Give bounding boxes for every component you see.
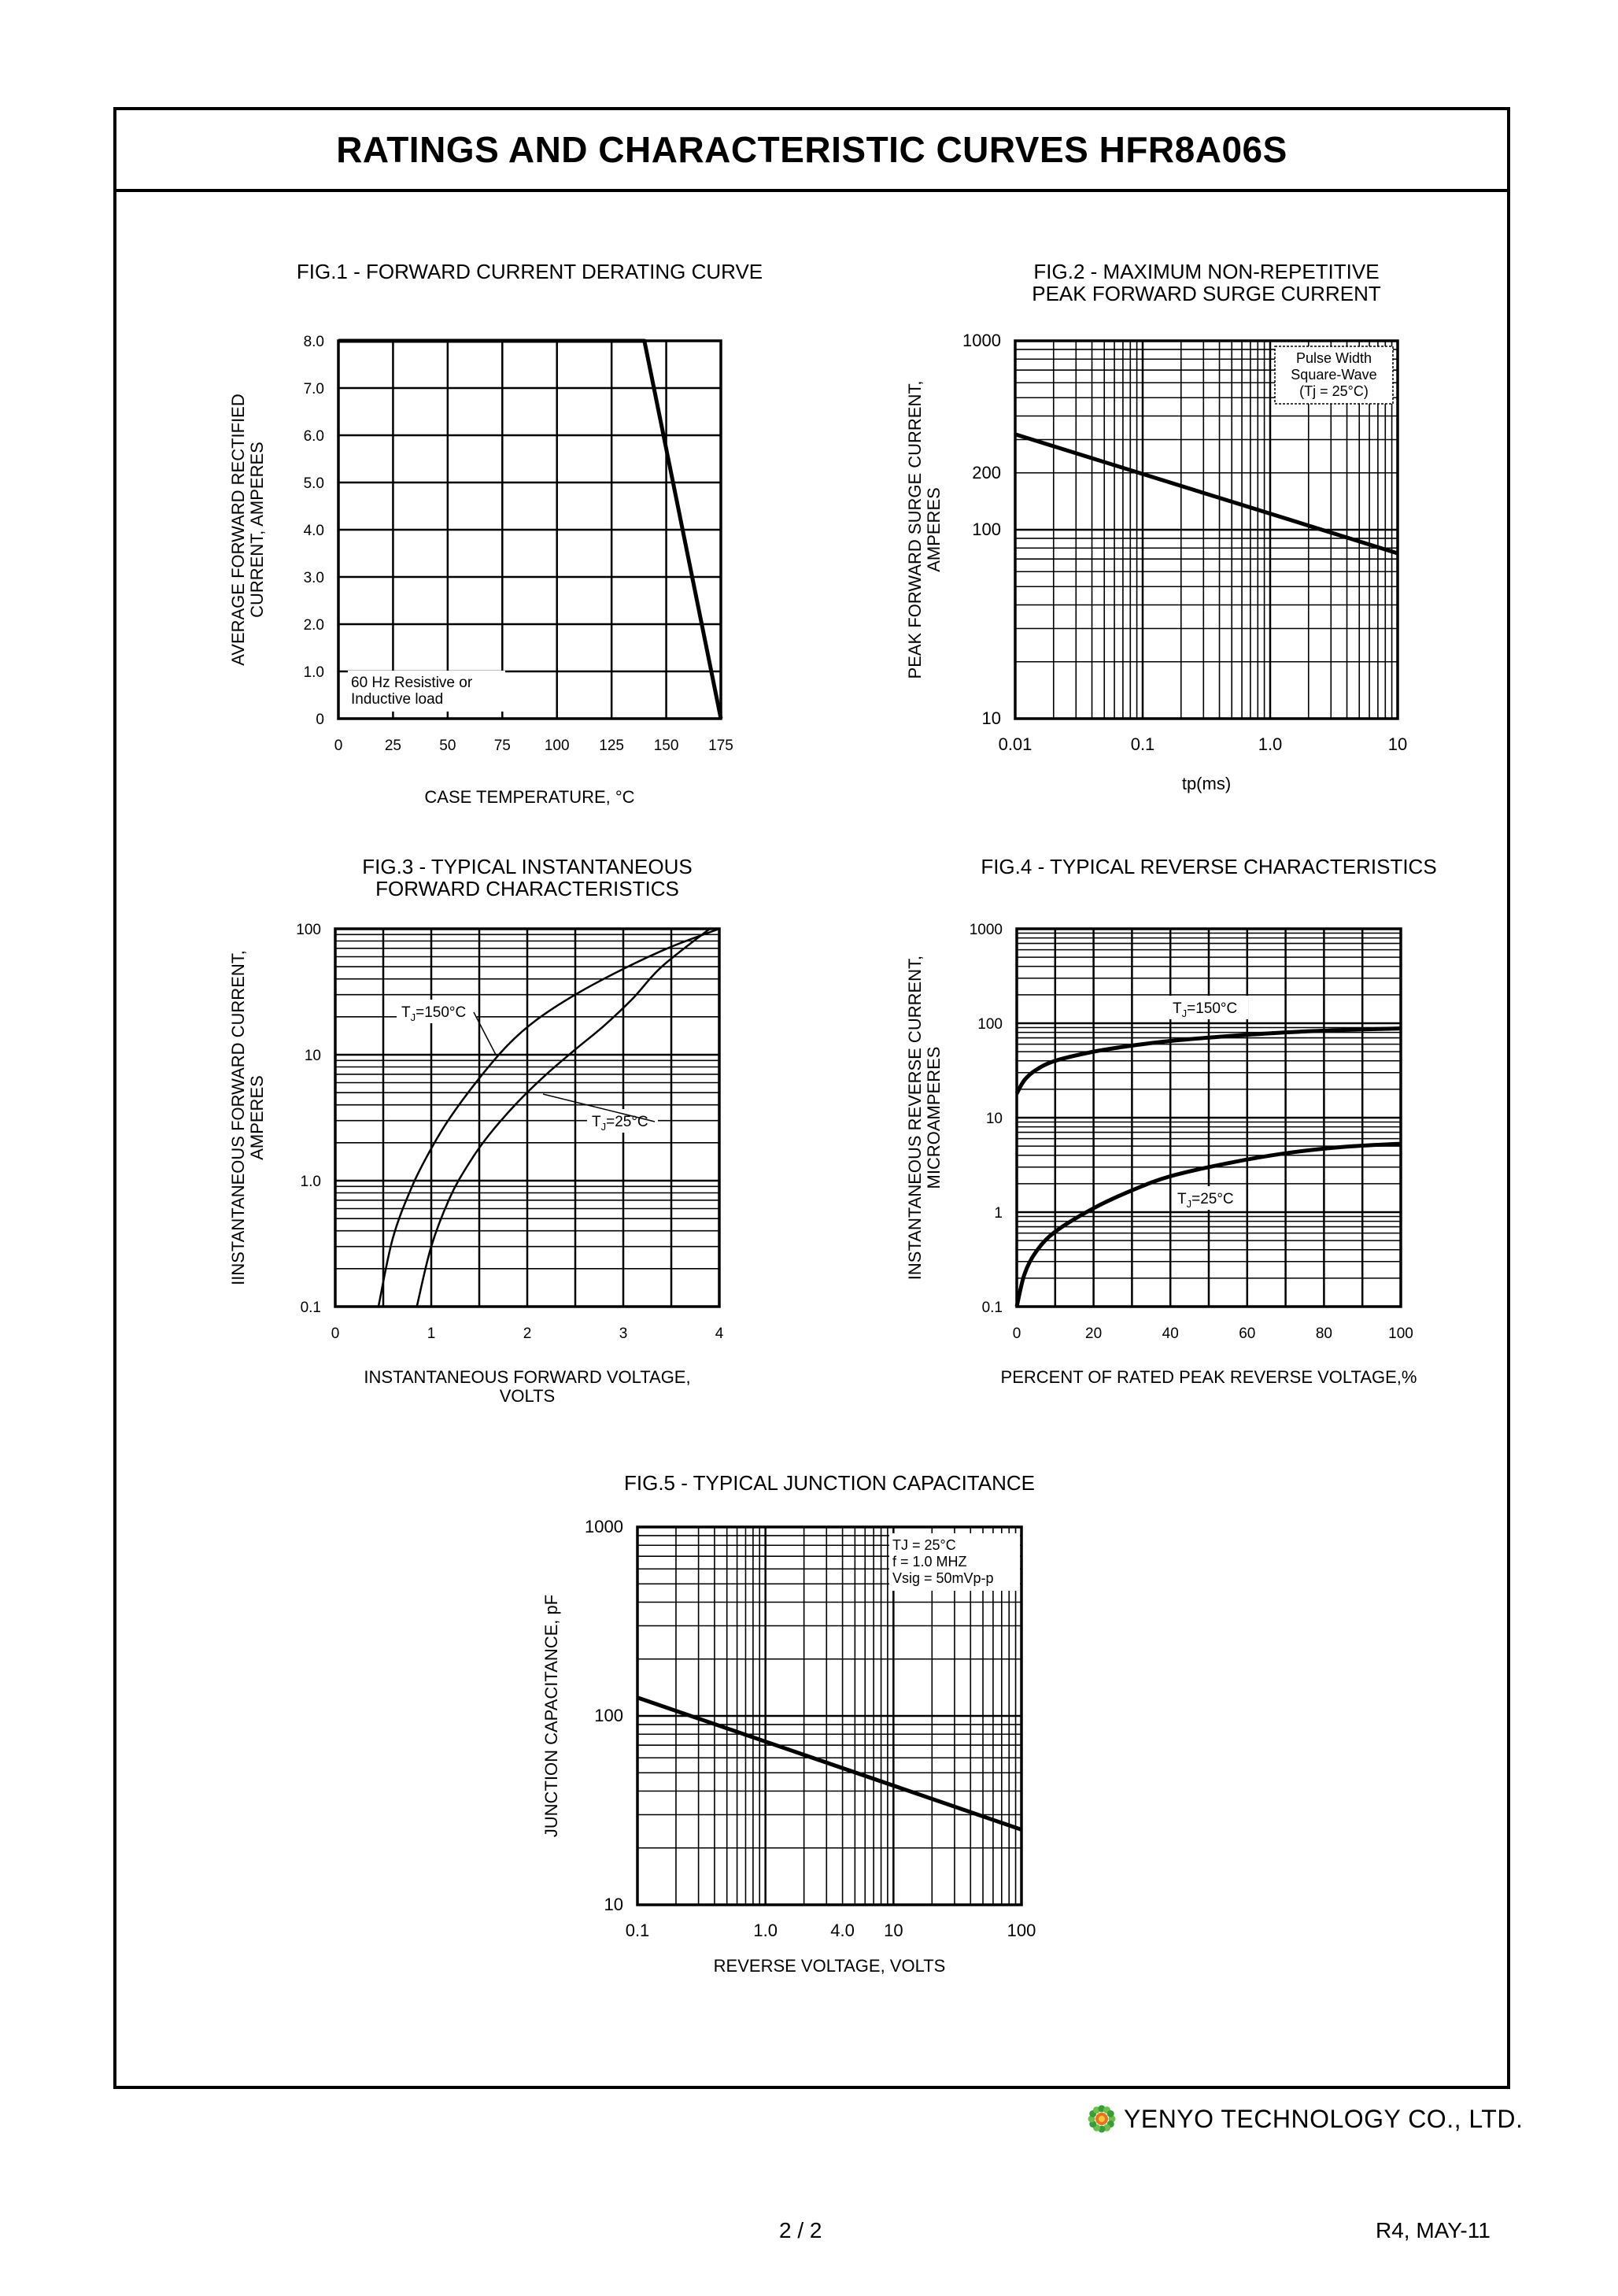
fig1-xtick-label: 125	[599, 738, 624, 754]
fig5-annotation-text: f = 1.0 MHZ	[892, 1554, 967, 1569]
fig1-ylabel: AVERAGE FORWARD RECTIFIED	[228, 394, 248, 666]
fig2-xtick-label: 0.01	[998, 734, 1032, 754]
page-number: 2 / 2	[779, 2218, 822, 2242]
fig1-xtick-label: 25	[384, 738, 401, 754]
fig4-xtick-label: 20	[1085, 1325, 1103, 1342]
fig5-title: FIG.5 - TYPICAL JUNCTION CAPACITANCE	[624, 1471, 1035, 1495]
fig4-ytick-label: 100	[977, 1016, 1003, 1033]
page-title: RATINGS AND CHARACTERISTIC CURVES HFR8A06S	[336, 129, 1287, 170]
fig1-ytick-label: 2.0	[303, 617, 324, 634]
fig4-ylabel: INSTANTANEOUS REVERSE CURRENT,	[905, 955, 925, 1281]
fig4-grid	[1017, 929, 1401, 1307]
fig3-title: FORWARD CHARACTERISTICS	[375, 877, 679, 900]
fig3-grid	[335, 929, 719, 1307]
fig4-xlabel: PERCENT OF RATED PEAK REVERSE VOLTAGE,%	[1000, 1367, 1417, 1387]
fig1-xtick-label: 0	[334, 738, 343, 754]
fig1-xtick-label: 50	[439, 738, 456, 754]
company-name: YENYO TECHNOLOGY CO., LTD.	[1124, 2104, 1524, 2133]
fig2-xlabel: tp(ms)	[1181, 774, 1232, 793]
revision-label: R4, MAY-11	[1376, 2218, 1491, 2242]
fig4-xtick-label: 100	[1388, 1325, 1413, 1342]
fig1-ytick-label: 4.0	[303, 523, 324, 539]
fig1-xtick-label: 75	[493, 738, 511, 754]
fig1-ytick-label: 1.0	[303, 664, 324, 681]
fig1-xlabel: CASE TEMPERATURE, °C	[424, 787, 635, 807]
fig2-ytick-label: 100	[972, 519, 1001, 539]
fig5-ylabel: JUNCTION CAPACITANCE, pF	[541, 1594, 561, 1838]
fig3-chart	[228, 855, 724, 1406]
fig3-ytick-label: 1.0	[300, 1174, 321, 1190]
fig5-ytick-label: 10	[604, 1895, 623, 1914]
fig5-xtick-label: 1.0	[753, 1921, 778, 1940]
fig3-series-label: $T_J=150^\circ C$	[401, 1004, 467, 1023]
fig2-annotation-text: (Tj = 25°C)	[1299, 383, 1369, 399]
fig3-xtick-label: 3	[619, 1325, 628, 1342]
fig1-ytick-label: 5.0	[303, 475, 324, 492]
fig5-xtick-label: 0.1	[625, 1921, 650, 1940]
fig3-ylabel: AMPERES	[247, 1075, 267, 1160]
fig2-chart	[905, 260, 1407, 793]
fig3-xtick-label: 0	[331, 1325, 340, 1342]
fig5-annotation-text: Vsig = 50mVp-p	[892, 1570, 994, 1586]
fig1-ytick-label: 8.0	[303, 334, 324, 350]
fig3-ytick-label: 100	[296, 922, 321, 938]
fig2-ylabel: AMPERES	[924, 487, 944, 572]
fig2-ytick-label: 10	[981, 708, 1001, 728]
fig4-xtick-label: 80	[1315, 1325, 1332, 1342]
fig5-chart	[541, 1471, 1036, 1976]
fig4-ylabel: MICROAMPERES	[924, 1046, 944, 1189]
fig1-xtick-label: 100	[544, 738, 570, 754]
fig4-ytick-label: 1	[994, 1205, 1003, 1222]
fig1-ytick-label: 3.0	[303, 570, 324, 586]
fig3-series-line-1	[417, 929, 710, 1307]
fig2-series-line	[1015, 434, 1398, 553]
fig4-ytick-label: 10	[985, 1111, 1003, 1127]
sun-flower-logo-icon	[1086, 2103, 1117, 2135]
fig1-grid	[338, 341, 721, 719]
fig3-xlabel: INSTANTANEOUS FORWARD VOLTAGE,	[364, 1367, 691, 1387]
fig1-annotation-text: Inductive load	[351, 691, 444, 708]
fig2-title: PEAK FORWARD SURGE CURRENT	[1032, 282, 1381, 305]
fig3-label-leader	[474, 1012, 496, 1055]
fig1-chart	[228, 260, 763, 807]
fig3-title: FIG.3 - TYPICAL INSTANTANEOUS	[362, 855, 693, 878]
fig4-xtick-label: 0	[1012, 1325, 1021, 1342]
fig4-ytick-label: 0.1	[981, 1300, 1003, 1316]
fig1-ylabel: CURRENT, AMPERES	[247, 442, 267, 618]
fig1-ytick-label: 6.0	[303, 428, 324, 445]
fig5-xlabel: REVERSE VOLTAGE, VOLTS	[713, 1956, 946, 1976]
fig1-ytick-label: 7.0	[303, 381, 324, 397]
fig5-xtick-label: 100	[1007, 1921, 1036, 1940]
fig4-ytick-label: 1000	[969, 922, 1003, 938]
fig5-annotation-text: TJ = 25°C	[892, 1537, 956, 1553]
fig4-xtick-label: 40	[1162, 1325, 1179, 1342]
fig4-chart	[905, 855, 1437, 1387]
fig5-ytick-label: 1000	[585, 1517, 623, 1536]
fig2-ytick-label: 200	[972, 462, 1001, 482]
fig3-xtick-label: 1	[427, 1325, 436, 1342]
fig3-xlabel: VOLTS	[499, 1386, 556, 1406]
fig2-xtick-label: 10	[1387, 734, 1408, 754]
fig3-xtick-label: 4	[715, 1325, 724, 1342]
fig4-series-label: $T_J=25^\circ C$	[1177, 1191, 1234, 1210]
fig4-title: FIG.4 - TYPICAL REVERSE CHARACTERISTICS	[981, 855, 1437, 878]
fig4-series-label: $T_J=150^\circ C$	[1173, 1000, 1238, 1019]
fig2-annotation-text: Square-Wave	[1291, 367, 1377, 383]
fig2-title: FIG.2 - MAXIMUM NON-REPETITIVE	[1033, 260, 1380, 283]
fig1-xtick-label: 150	[653, 738, 679, 754]
fig3-ytick-label: 10	[304, 1048, 321, 1064]
fig3-ylabel: IINSTANTANEOUS FORWARD CURRENT,	[228, 950, 248, 1285]
fig5-xtick-label: 10	[884, 1921, 903, 1940]
fig2-annotation-text: Pulse Width	[1295, 350, 1372, 366]
fig5-xtick-label: 4.0	[830, 1921, 855, 1940]
fig2-xtick-label: 1.0	[1258, 734, 1283, 754]
fig1-title: FIG.1 - FORWARD CURRENT DERATING CURVE	[296, 260, 763, 283]
fig1-xtick-label: 175	[708, 738, 733, 754]
fig5-series-line	[637, 1698, 1021, 1830]
fig2-ylabel: PEAK FORWARD SURGE CURRENT,	[905, 380, 925, 679]
fig5-ytick-label: 100	[594, 1706, 623, 1725]
fig3-series-label: $T_J=25^\circ C$	[592, 1114, 648, 1133]
fig3-xtick-label: 2	[523, 1325, 532, 1342]
fig2-xtick-label: 0.1	[1130, 734, 1155, 754]
fig2-ytick-label: 1000	[962, 331, 1001, 350]
footer-company	[1086, 2102, 1523, 2136]
fig4-xtick-label: 60	[1239, 1325, 1256, 1342]
fig1-ytick-label: 0	[316, 712, 324, 728]
fig3-ytick-label: 0.1	[300, 1300, 321, 1316]
fig1-annotation-text: 60 Hz Resistive or	[351, 675, 473, 691]
